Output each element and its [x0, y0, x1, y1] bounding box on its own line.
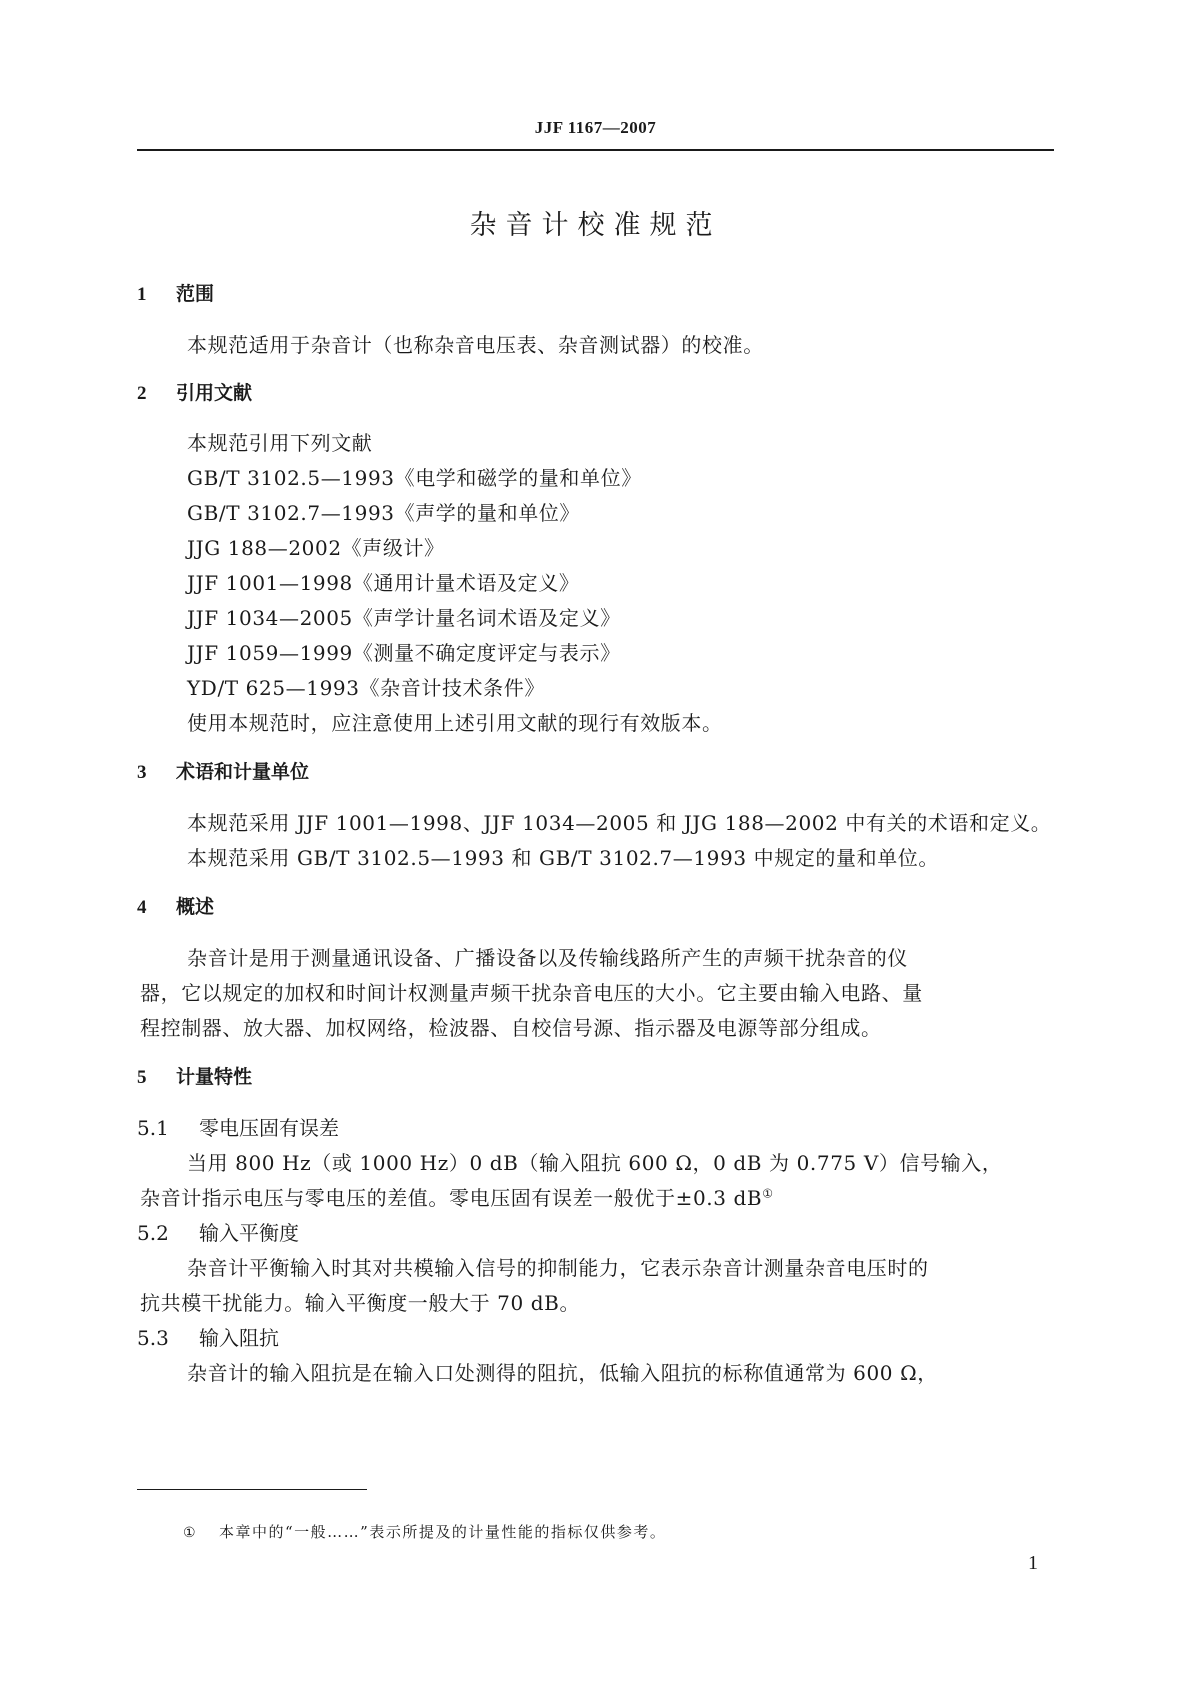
reference-item: JJF 1001—1998《通用计量术语及定义》	[187, 571, 580, 595]
subsection-5-2-heading	[137, 1217, 299, 1246]
reference-item: JJG 188—2002《声级计》	[187, 536, 445, 560]
section-1-body: 本规范适用于杂音计（也称杂音电压表、杂音测试器）的校准。	[187, 333, 764, 357]
section-4-line: 器，它以规定的加权和时间计权测量声频干扰杂音电压的大小。它主要由输入电路、量	[140, 981, 923, 1005]
section-1-heading	[137, 279, 214, 306]
reference-item: JJF 1034—2005《声学计量名词术语及定义》	[187, 606, 621, 630]
section-2-heading	[137, 378, 252, 405]
subsection-5-1-line	[140, 1182, 774, 1211]
subsection-5-2-line: 杂音计平衡输入时其对共模输入信号的抑制能力，它表示杂音计测量杂音电压时的	[187, 1256, 929, 1280]
subsection-number: 5.3	[137, 1326, 169, 1350]
reference-item: YD/T 625—1993《杂音计技术条件》	[187, 676, 545, 700]
document-title: 杂音计校准规范	[469, 210, 722, 241]
footnote-reference[interactable]: ①	[762, 1186, 774, 1201]
subsection-title: 输入阻抗	[199, 1326, 279, 1350]
section-title: 计量特性	[176, 1066, 253, 1088]
section-number: 4	[137, 897, 147, 918]
subsection-5-1-line: 当用 800 Hz（或 1000 Hz）0 dB（输入阻抗 600 Ω，0 dB 为 0.775 V）信号输入，	[187, 1151, 1003, 1175]
reference-item: GB/T 3102.7—1993《声学的量和单位》	[187, 501, 580, 525]
section-title: 引用文献	[176, 382, 253, 404]
footnote-mark: ①	[183, 1525, 198, 1541]
section-3-line: 本规范采用 JJF 1001—1998、JJF 1034—2005 和 JJG 188—2002 中有关的术语和定义。	[187, 811, 1052, 835]
section-4-heading	[137, 892, 214, 919]
section-3-heading	[137, 757, 309, 784]
reference-item: GB/T 3102.5—1993《电学和磁学的量和单位》	[187, 466, 642, 490]
footnote-divider	[137, 1489, 367, 1490]
subsection-5-1-heading	[137, 1112, 339, 1141]
subsection-5-1-text: 杂音计指示电压与零电压的差值。零电压固有误差一般优于±0.3 dB	[140, 1186, 763, 1210]
subsection-5-3-heading	[137, 1322, 279, 1351]
subsection-title: 零电压固有误差	[199, 1116, 339, 1140]
subsection-title: 输入平衡度	[199, 1221, 299, 1245]
reference-item: JJF 1059—1999《测量不确定度评定与表示》	[187, 641, 621, 665]
subsection-5-3-line: 杂音计的输入阻抗是在输入口处测得的阻抗，低输入阻抗的标称值通常为 600 Ω，	[187, 1361, 938, 1385]
section-title: 范围	[176, 283, 215, 305]
document-code-header: JJF 1167—2007	[534, 118, 657, 137]
section-4-line: 程控制器、放大器、加权网络，检波器、自校信号源、指示器及电源等部分组成。	[140, 1016, 882, 1040]
references-note: 使用本规范时，应注意使用上述引用文献的现行有效版本。	[187, 711, 723, 735]
section-number: 1	[137, 284, 147, 305]
section-number: 2	[137, 383, 147, 404]
references-intro: 本规范引用下列文献	[187, 431, 373, 455]
section-title: 概述	[176, 896, 215, 918]
subsection-5-2-line: 抗共模干扰能力。输入平衡度一般大于 70 dB。	[140, 1291, 581, 1315]
header-divider	[137, 149, 1054, 151]
section-title: 术语和计量单位	[176, 761, 310, 783]
section-number: 5	[137, 1067, 147, 1088]
section-number: 3	[137, 762, 147, 783]
page-number: 1	[1028, 1552, 1038, 1574]
footnote-text: 本章中的“一般……”表示所提及的计量性能的指标仅供参考。	[219, 1523, 667, 1541]
section-3-line: 本规范采用 GB/T 3102.5—1993 和 GB/T 3102.7—1993 中规定的量和单位。	[187, 846, 940, 870]
subsection-number: 5.1	[137, 1116, 169, 1140]
section-4-line: 杂音计是用于测量通讯设备、广播设备以及传输线路所产生的声频干扰杂音的仪	[187, 946, 908, 970]
subsection-number: 5.2	[137, 1221, 169, 1245]
footnote	[183, 1521, 666, 1542]
section-5-heading	[137, 1062, 252, 1089]
